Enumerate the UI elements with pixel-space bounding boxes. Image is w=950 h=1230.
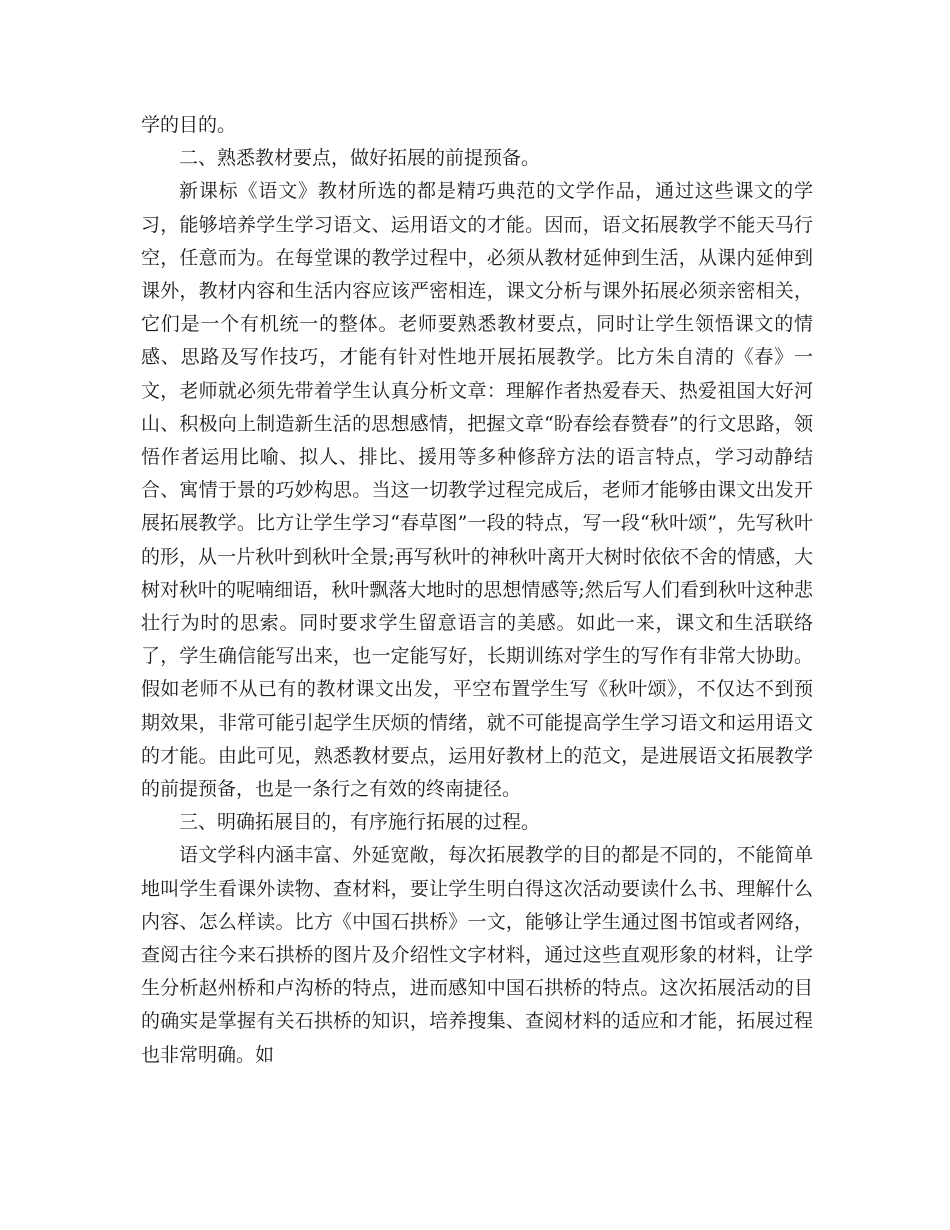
paragraph-continuation: 学的目的。 xyxy=(141,114,237,136)
document-body xyxy=(141,109,813,1072)
section-heading-two: 二、熟悉教材要点，做好拓展的前提预备。 xyxy=(179,147,541,170)
section-heading-three: 三、明确拓展目的，有序施行拓展的过程。 xyxy=(179,811,541,834)
paragraph-extension-goals: 语文学科内涵丰富、外延宽敞，每次拓展教学的目的都是不同的，不能简单地叫学生看课外读物、查材料，要让学生明白得这次活动要读什么书、理解什么内容、怎么样读。比方《中国石拱桥》一文，能够让学生通过图书馆或者网络，查阅古往今来石拱桥的图片及介绍性文字材料，通过这些直观形象的材料，让学生分析赵州桥和卢沟桥的特点，进而感知中国石拱桥的特点。这次拓展活动的目的确实是掌握有关石拱桥的知识，培养搜集、查阅材料的适应和才能，拓展过程也非常明确。如 xyxy=(141,844,813,1066)
paragraph-textbook-points: 新课标《语文》教材所选的都是精巧典范的文学作品，通过这些课文的学习，能够培养学生学习语文、运用语文的才能。因而，语文拓展教学不能天马行空，任意而为。在每堂课的教学过程中，必须从教材延伸到生活，从课内延伸到课外，教材内容和生活内容应该严密相连，课文分析与课外拓展必须亲密相关，它们是一个有机统一的整体。老师要熟悉教材要点，同时让学生领悟课文的情感、思路及写作技巧，才能有针对性地开展拓展教学。比方朱自清的《春》一文，老师就必须先带着学生认真分析文章：理解作者热爱春天、热爱祖国大好河山、积极向上制造新生活的思想感情，把握文章“盼春绘春赞春”的行文思路，领悟作者运用比喻、拟人、排比、援用等多种修辞方法的语言特点，学习动静结合、寓情于景的巧妙构思。当这一切教学过程完成后，老师才能够由课文出发开展拓展教学。比方让学生学习“春草图”一段的特点，写一段“秋叶颂”，先写秋叶的形，从一片秋叶到秋叶全景;再写秋叶的神秋叶离开大树时依依不舍的情感，大树对秋叶的呢喃细语，秋叶飘落大地时的思想情感等;然后写人们看到秋叶这种悲壮行为时的思索。同时要求学生留意语言的美感。如此一来，课文和生活联络了，学生确信能写出来，也一定能写好，长期训练对学生的写作有非常大协助。假如老师不从已有的教材课文出发，平空布置学生写《秋叶颂》，不仅达不到预期效果，非常可能引起学生厌烦的情绪，就不可能提高学生学习语文和运用语文的才能。由此可见，熟悉教材要点，运用好教材上的范文，是进展语文拓展教学的前提预备，也是一条行之有效的终南捷径。 xyxy=(141,180,813,801)
